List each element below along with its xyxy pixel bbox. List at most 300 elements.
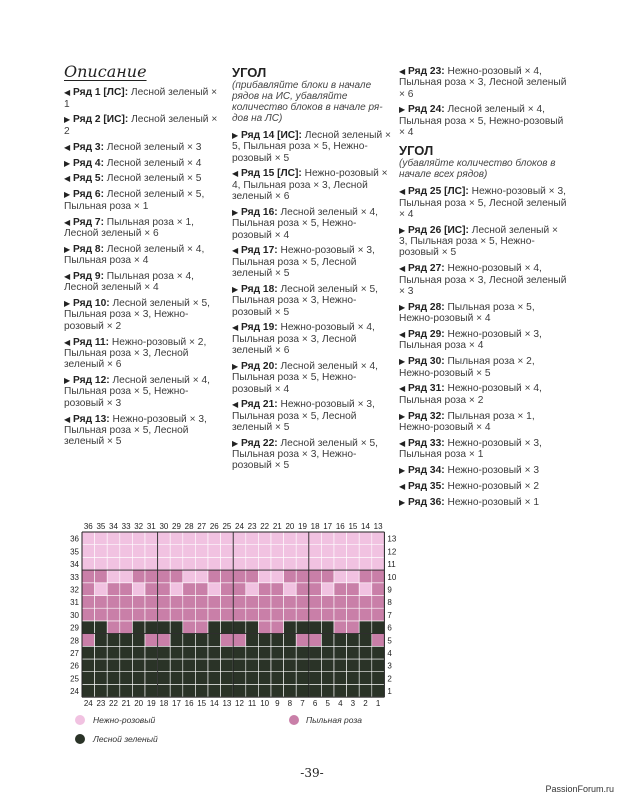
row-text: Нежно-розовый × 3 — [444, 464, 540, 476]
chart-cell — [321, 545, 334, 558]
chart-top-label: 14 — [361, 522, 370, 531]
row-label: Ряд 14 [ИС]: — [241, 130, 302, 141]
chart-cell — [221, 570, 234, 583]
chart-cell — [334, 608, 347, 621]
chart-cell — [120, 583, 133, 596]
chart-cell — [132, 672, 145, 685]
row-label: Ряд 9: — [73, 270, 104, 282]
row-text: Лесной зеленый × 3 — [103, 141, 202, 153]
chart-cell — [334, 570, 347, 583]
row-label: Ряд 7: — [73, 216, 104, 228]
chart-cell — [195, 583, 208, 596]
row-label: Ряд 8: — [73, 243, 104, 255]
chart-cell — [82, 672, 95, 685]
row-label: Ряд 29: — [408, 329, 445, 341]
chart-cell — [145, 545, 158, 558]
chart-cell — [208, 684, 221, 697]
chart-cell — [258, 545, 271, 558]
chart-cell — [246, 557, 259, 570]
row-text: Лесной зеленый × 2 — [64, 114, 218, 137]
chart-cell — [334, 596, 347, 609]
chart-cell — [170, 646, 183, 659]
chart-cell — [372, 646, 385, 659]
chart-top-label: 31 — [146, 522, 156, 531]
chart-cell — [183, 621, 196, 634]
chart-cell — [296, 672, 309, 685]
chart-cell — [271, 545, 284, 558]
chart-cell — [158, 608, 171, 621]
chart-cell — [258, 621, 271, 634]
chart-cell — [82, 684, 95, 697]
row-label: Ряд 13: — [73, 413, 110, 425]
arrow-right-icon: ▶ — [64, 115, 71, 125]
chart-cell — [208, 545, 221, 558]
chart-right-label: 1 — [387, 687, 392, 697]
chart-cell — [233, 583, 246, 596]
chart-top-label: 26 — [209, 522, 219, 531]
chart-cell — [271, 621, 284, 634]
legend-rose-label: Пыльная роза — [306, 715, 362, 725]
row-text: Лесной зеленый × 4, Пыльная роза × 5, Нежно-розовый × 4 — [399, 104, 564, 139]
chart-cell — [221, 684, 234, 697]
watermark: PassionForum.ru — [545, 784, 614, 794]
chart-cell — [246, 646, 259, 659]
chart-right-label: 10 — [387, 572, 397, 582]
chart-cell — [120, 608, 133, 621]
chart-cell — [95, 646, 108, 659]
chart-cell — [372, 621, 385, 634]
row-label: Ряд 36: — [408, 496, 445, 508]
chart-cell — [208, 596, 221, 609]
chart-cell — [246, 634, 259, 647]
row-text: Лесной зеленый × 5, Пыльная роза × 5, Нежно-розовый × 5 — [232, 130, 391, 164]
arrow-left-icon: ◀ — [399, 438, 406, 448]
row-text: Лесной зеленый × 1 — [64, 87, 218, 110]
chart-cell — [208, 672, 221, 685]
arrow-right-icon: ▶ — [232, 207, 239, 217]
chart-cell — [359, 570, 372, 583]
row-text: Нежно-розовый × 4, Пыльная роза × 3, Лесной зеленый × 6 — [399, 66, 567, 100]
chart-cell — [246, 545, 259, 558]
chart-cell — [359, 634, 372, 647]
row-label: Ряд 34: — [408, 464, 445, 476]
chart-bottom-label: 9 — [275, 699, 280, 709]
chart-top-label: 16 — [335, 522, 345, 531]
row-text: Нежно-розовый × 4, Пыльная роза × 3, Лесной зеленый × 3 — [399, 263, 567, 297]
chart-cell — [221, 621, 234, 634]
chart-cell — [296, 608, 309, 621]
section-title-corner-2: УГОЛ — [399, 143, 434, 159]
legend-green-label: Лесной зеленый — [93, 734, 158, 744]
row-text: Нежно-розовый × 3, Пыльная роза × 1 — [399, 437, 542, 461]
row-label: Ряд 16: — [241, 206, 278, 218]
chart-cell — [271, 659, 284, 672]
row-text: Нежно-розовый × 3, Пыльная роза × 5, Лесной зеленый × 5 — [64, 413, 207, 448]
chart-cell — [246, 672, 259, 685]
arrow-right-icon: ▶ — [64, 299, 71, 309]
chart-cell — [107, 545, 120, 558]
section-title-corner-1: УГОЛ — [232, 65, 267, 80]
chart-cell — [258, 532, 271, 545]
row-label: Ряд 35: — [408, 480, 445, 492]
arrow-left-icon: ◀ — [64, 174, 71, 184]
chart-cell — [296, 621, 309, 634]
chart-cell — [284, 570, 297, 583]
chart-cell — [95, 532, 108, 545]
chart-left-label: 28 — [70, 636, 79, 646]
chart-top-label: 21 — [272, 522, 282, 531]
chart-cell — [183, 583, 196, 596]
row-text: Нежно-розовый × 4, Пыльная роза × 2 — [399, 383, 542, 406]
chart-cell — [82, 570, 95, 583]
chart-cell — [233, 532, 246, 545]
chart-cell — [158, 570, 171, 583]
chart-cell — [359, 659, 372, 672]
chart-cell — [82, 596, 95, 609]
chart-cell — [170, 532, 183, 545]
chart-cell — [221, 545, 234, 558]
chart-cell — [95, 684, 108, 697]
row-text: Лесной зеленый × 5, Пыльная роза × 3, Нежно-розовый × 5 — [232, 437, 378, 472]
row-label: Ряд 26 [ИС]: — [408, 224, 469, 236]
arrow-right-icon: ▶ — [399, 302, 406, 312]
row-text: Лесной зеленый × 3, Пыльная роза × 5, Нежно-розовый × 5 — [399, 224, 558, 259]
chart-cell — [284, 583, 297, 596]
chart-cell — [372, 557, 385, 570]
chart-cell — [258, 570, 271, 583]
chart-cell — [233, 659, 246, 672]
chart-cell — [347, 672, 360, 685]
chart-cell — [183, 646, 196, 659]
chart-bottom-label: 23 — [96, 699, 106, 709]
chart-cell — [82, 532, 95, 545]
chart-cell — [195, 608, 208, 621]
chart-cell — [309, 672, 322, 685]
chart-cell — [158, 672, 171, 685]
chart-top-label: 23 — [247, 522, 257, 531]
chart-cell — [107, 659, 120, 672]
chart-cell — [258, 646, 271, 659]
row-text: Нежно-розовый × 1 — [444, 496, 540, 508]
chart-cell — [195, 659, 208, 672]
chart-cell — [221, 608, 234, 621]
chart-cell — [284, 596, 297, 609]
chart-cell — [246, 684, 259, 697]
row-label: Ряд 5: — [73, 173, 104, 185]
chart-right-label: 8 — [387, 598, 392, 608]
chart-cell — [221, 557, 234, 570]
chart-cell — [195, 596, 208, 609]
chart-cell — [284, 532, 297, 545]
chart-cell — [120, 672, 133, 685]
chart-cell — [120, 545, 133, 558]
chart-cell — [221, 634, 234, 647]
chart-cell — [95, 596, 108, 609]
chart-right-label: 7 — [387, 610, 392, 620]
chart-cell — [145, 684, 158, 697]
chart-cell — [221, 672, 234, 685]
chart-cell — [132, 532, 145, 545]
chart-cell — [258, 608, 271, 621]
chart-bottom-label: 12 — [235, 699, 244, 709]
page-number: -39- — [300, 766, 324, 780]
chart-cell — [309, 608, 322, 621]
chart-cell — [208, 634, 221, 647]
chart-cell — [233, 672, 246, 685]
chart-cell — [107, 596, 120, 609]
chart-cell — [208, 659, 221, 672]
chart-cell — [246, 532, 259, 545]
arrow-left-icon: ◀ — [399, 187, 406, 197]
chart-cell — [359, 583, 372, 596]
arrow-left-icon: ◀ — [399, 264, 406, 274]
chart-cell — [347, 684, 360, 697]
chart-cell — [258, 583, 271, 596]
row-label: Ряд 6: — [73, 189, 104, 201]
arrow-left-icon: ◀ — [64, 337, 71, 347]
chart-top-label: 25 — [222, 522, 232, 531]
chart-cell — [120, 557, 133, 570]
row-label: Ряд 24: — [408, 104, 445, 116]
chart-right-label: 4 — [387, 649, 392, 658]
chart-cell — [334, 634, 347, 647]
chart-cell — [145, 659, 158, 672]
chart-cell — [95, 557, 108, 570]
arrow-left-icon: ◀ — [64, 414, 71, 424]
chart-cell — [258, 557, 271, 570]
chart-cell — [334, 557, 347, 570]
chart-cell — [170, 583, 183, 596]
chart-cell — [296, 545, 309, 558]
chart-cell — [183, 659, 196, 672]
chart-cell — [258, 659, 271, 672]
chart-cell — [170, 672, 183, 685]
chart-cell — [120, 684, 133, 697]
chart-cell — [170, 634, 183, 647]
chart-cell — [334, 646, 347, 659]
chart-cell — [233, 684, 246, 697]
chart-bottom-label: 8 — [287, 699, 293, 709]
chart-cell — [82, 583, 95, 596]
chart-cell — [107, 557, 120, 570]
chart-cell — [107, 570, 120, 583]
chart-cell — [284, 634, 297, 647]
chart-cell — [132, 557, 145, 570]
chart-cell — [158, 646, 171, 659]
chart-bottom-label: 6 — [312, 699, 318, 709]
chart-cell — [208, 557, 221, 570]
chart-cell — [183, 634, 196, 647]
arrow-left-icon: ◀ — [64, 271, 71, 281]
legend-green-swatch — [75, 734, 85, 744]
chart-cell — [170, 596, 183, 609]
row-label: Ряд 23: — [408, 66, 445, 77]
chart-cell — [195, 672, 208, 685]
chart-cell — [82, 557, 95, 570]
row-text: Нежно-розовый × 3, Пыльная роза × 5, Лесной зеленый × 5 — [232, 399, 375, 433]
chart-cell — [208, 646, 221, 659]
row-label: Ряд 22: — [241, 437, 278, 449]
chart-cell — [309, 646, 322, 659]
chart-cell — [372, 684, 385, 697]
chart-cell — [233, 570, 246, 583]
chart-cell — [170, 621, 183, 634]
chart-cell — [145, 646, 158, 659]
chart-cell — [183, 608, 196, 621]
chart-right-label: 11 — [387, 560, 396, 570]
chart-cell — [170, 557, 183, 570]
chart-cell — [321, 646, 334, 659]
chart-cell — [334, 672, 347, 685]
chart-top-label: 15 — [348, 522, 358, 531]
chart-cell — [271, 608, 284, 621]
chart-cell — [145, 634, 158, 647]
arrow-left-icon: ◀ — [399, 67, 406, 76]
chart-cell — [321, 608, 334, 621]
row-label: Ряд 32: — [408, 410, 445, 422]
chart-cell — [145, 583, 158, 596]
chart-cell — [95, 659, 108, 672]
chart-bottom-label: 16 — [184, 699, 194, 709]
arrow-left-icon: ◀ — [399, 384, 406, 394]
chart-cell — [208, 532, 221, 545]
row-label: Ряд 21: — [241, 399, 278, 411]
row-text: Нежно-розовый × 2 — [444, 480, 540, 492]
chart-bottom-label: 1 — [375, 699, 381, 709]
chart-top-label: 32 — [134, 522, 144, 531]
row-text: Лесной зеленый × 5, Пыльная роза × 3, Нежно-розовый × 5 — [232, 283, 378, 318]
chart-right-label: 9 — [387, 585, 392, 595]
chart-cell — [183, 532, 196, 545]
chart-top-label: 24 — [235, 522, 244, 531]
chart-cell — [321, 672, 334, 685]
chart-cell — [271, 634, 284, 647]
chart-bottom-label: 17 — [172, 699, 181, 709]
chart-cell — [158, 557, 171, 570]
chart-cell — [347, 557, 360, 570]
row-text: Лесной зеленый × 5 — [103, 173, 202, 185]
row-label: Ряд 12: — [73, 375, 110, 387]
section-note-2: (убавляйте количество блоков в начале всех рядов) — [399, 158, 556, 181]
chart-cell — [195, 646, 208, 659]
chart-cell — [233, 596, 246, 609]
chart-cell — [107, 672, 120, 685]
chart-bottom-label: 10 — [260, 699, 270, 709]
chart-cell — [347, 583, 360, 596]
chart-right-label: 3 — [387, 661, 392, 671]
chart-cell — [170, 684, 183, 697]
chart-cell — [296, 634, 309, 647]
row-text: Лесной зеленый × 5, Пыльная роза × 1 — [64, 189, 205, 212]
arrow-left-icon: ◀ — [232, 400, 239, 410]
chart-cell — [145, 596, 158, 609]
chart-cell — [372, 608, 385, 621]
chart-left-label: 26 — [70, 661, 79, 671]
chart-bottom-label: 13 — [222, 699, 232, 709]
chart-bottom-label: 15 — [197, 699, 207, 709]
chart-cell — [158, 583, 171, 596]
chart-cell — [233, 557, 246, 570]
chart-cell — [221, 646, 234, 659]
chart-cell — [271, 570, 284, 583]
chart-cell — [183, 545, 196, 558]
chart-cell — [95, 621, 108, 634]
chart-cell — [183, 684, 196, 697]
chart-cell — [107, 621, 120, 634]
chart-cell — [95, 570, 108, 583]
chart-cell — [107, 646, 120, 659]
chart-bottom-label: 14 — [209, 699, 219, 709]
chart-cell — [246, 570, 259, 583]
chart-cell — [208, 583, 221, 596]
chart-cell — [296, 659, 309, 672]
chart-bottom-label: 5 — [325, 699, 330, 709]
chart-cell — [321, 532, 334, 545]
chart-cell — [296, 532, 309, 545]
chart-cell — [321, 621, 334, 634]
arrow-right-icon: ▶ — [399, 357, 406, 367]
chart-cell — [120, 621, 133, 634]
row-text: Пыльная роза × 2, Нежно-розовый × 5 — [399, 356, 535, 379]
arrow-left-icon: ◀ — [232, 323, 239, 333]
row-text: Пыльная роза × 1, Лесной зеленый × 6 — [64, 216, 194, 239]
row-label: Ряд 11: — [73, 336, 110, 348]
chart-cell — [359, 545, 372, 558]
chart-cell — [359, 684, 372, 697]
chart-left-label: 35 — [70, 547, 79, 557]
chart-cell — [372, 659, 385, 672]
chart-cell — [284, 646, 297, 659]
row-label: Ряд 4: — [73, 157, 104, 169]
chart-cell — [145, 672, 158, 685]
chart-cell — [271, 583, 284, 596]
chart-cell — [284, 545, 297, 558]
chart-cell — [107, 634, 120, 647]
chart-cell — [347, 621, 360, 634]
chart-cell — [82, 646, 95, 659]
chart-cell — [309, 532, 322, 545]
row-text: Лесной зеленый × 4, Пыльная роза × 5, Нежно-розовый × 4 — [232, 360, 378, 395]
chart-cell — [309, 545, 322, 558]
chart-bottom-label: 11 — [247, 699, 257, 709]
arrow-right-icon: ▶ — [64, 376, 71, 386]
row-label: Ряд 33: — [408, 437, 445, 449]
chart-cell — [183, 596, 196, 609]
row-label: Ряд 2 [ИС]: — [73, 114, 129, 126]
row-label: Ряд 20: — [241, 360, 278, 372]
chart-cell — [158, 596, 171, 609]
row-label: Ряд 27: — [408, 263, 445, 275]
chart-right-label: 13 — [387, 534, 397, 544]
chart-cell — [208, 608, 221, 621]
arrow-right-icon: ▶ — [64, 158, 71, 168]
chart-cell — [195, 634, 208, 647]
chart-bottom-label: 18 — [159, 699, 169, 709]
chart-cell — [246, 596, 259, 609]
chart-cell — [309, 583, 322, 596]
chart-cell — [258, 672, 271, 685]
row-text: Лесной зеленый × 4 — [103, 157, 202, 169]
chart-cell — [296, 583, 309, 596]
chart-cell — [321, 557, 334, 570]
chart-cell — [170, 608, 183, 621]
chart-cell — [145, 621, 158, 634]
chart-top-label: 36 — [83, 522, 93, 531]
chart-cell — [347, 608, 360, 621]
chart-cell — [183, 570, 196, 583]
chart-cell — [347, 634, 360, 647]
arrow-left-icon: ◀ — [64, 142, 71, 152]
